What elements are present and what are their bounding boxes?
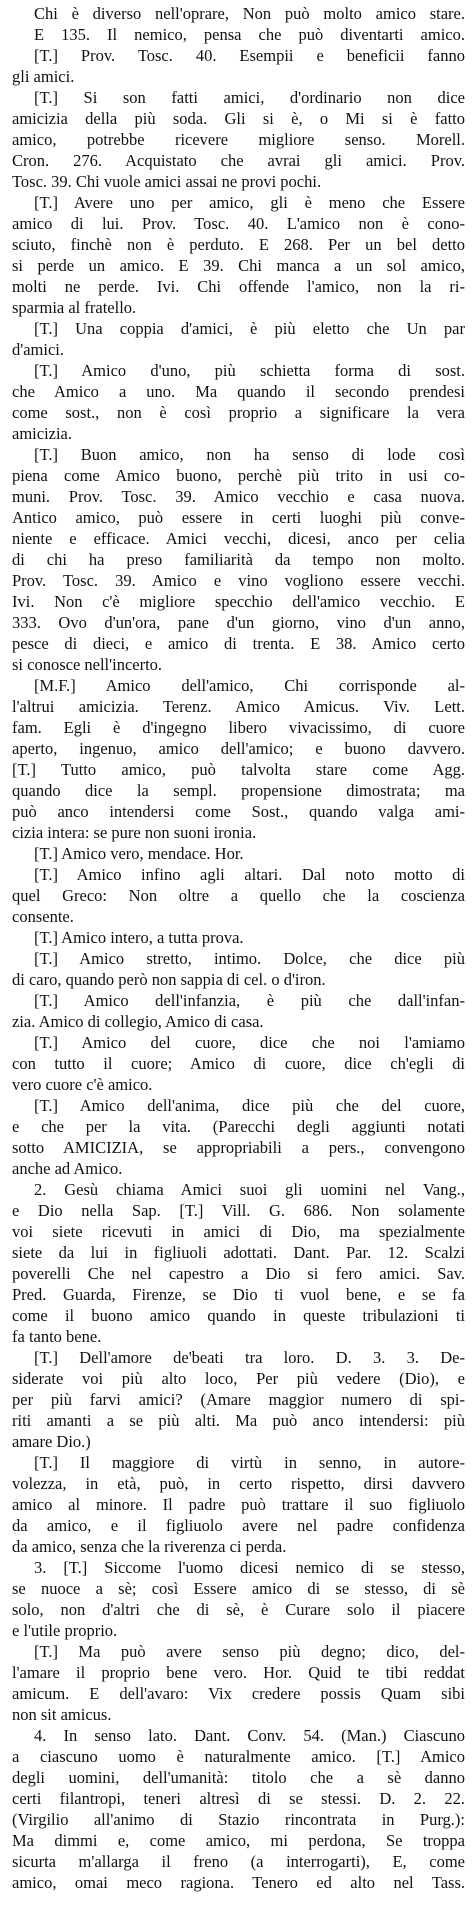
text-line: [T.] Prov. Tosc. 40. Esempii e beneficii fanno xyxy=(34,46,465,65)
text-line: sicurta m'allarga il freno (a interrogarti), E, come xyxy=(12,1852,465,1871)
text-line: [T.] Amico dell'anima, dice più che del cuore, xyxy=(34,1096,465,1115)
text-line: [T.] Amico stretto, intimo. Dolce, che dice più xyxy=(34,949,465,968)
text-line: fa tanto bene. xyxy=(12,1327,102,1346)
text-line: 3. [T.] Siccome l'uomo dicesi nemico di se stesso, xyxy=(34,1558,465,1577)
text-line: amicum. E dell'avaro: Vix credere possis Quam sibi xyxy=(12,1684,465,1703)
text-line: 4. In senso lato. Dant. Conv. 54. (Man.) Ciascuno xyxy=(34,1726,465,1745)
text-line: 333. Ovo d'un'ora, pane d'un giorno, vino d'un anno, xyxy=(12,613,465,632)
text-line: Ivi. Non c'è migliore specchio dell'amico vecchio. E xyxy=(12,592,465,611)
text-line: E 135. Il nemico, pensa che può diventarti amico. xyxy=(34,25,465,44)
text-line: voi siete ricevuti in amici di Dio, ma spezialmente xyxy=(12,1222,465,1241)
text-line: consente. xyxy=(12,907,74,926)
text-line: molti ne perde. Ivi. Chi offende l'amico, non la ri- xyxy=(12,277,465,296)
text-line: da amico, e il figliuolo avere nel padre confidenza xyxy=(12,1516,465,1535)
text-line: di caro, quando però non sappia di cel. o d'iron. xyxy=(12,970,326,989)
text-line: e che per la vita. (Parecchi degli aggiunti notati xyxy=(12,1117,465,1136)
text-line: [T.] Amico intero, a tutta prova. xyxy=(34,928,244,947)
text-line: si conosce nell'incerto. xyxy=(12,655,163,674)
text-line: amico al minore. Il padre può trattare il suo figliuolo xyxy=(12,1495,465,1514)
text-line: con tutto il cuore; Amico di cuore, dice ch'egli di xyxy=(12,1054,465,1073)
text-line: amicizia della più soda. Gli si è, o Mi si è fatto xyxy=(12,109,465,128)
text-line: (Virgilio all'animo di Stazio rincontrata in Purg.): xyxy=(12,1810,465,1829)
text-line: l'amare il proprio bene vero. Hor. Quid te tibi reddat xyxy=(12,1663,465,1682)
text-line: quel Greco: Non oltre a quello che la coscienza xyxy=(12,886,465,905)
text-line: amico, potrebbe ricevere migliore senso. Morell. xyxy=(12,130,465,149)
text-line: [T.] Buon amico, non ha senso di lode così xyxy=(34,445,465,464)
text-line: quando dice la sempl. propensione dimostrata; ma xyxy=(12,781,465,800)
text-line: [M.F.] Amico dell'amico, Chi corrisponde al- xyxy=(34,676,465,695)
text-line: che Amico a uno. Ma quando il secondo prendesi xyxy=(12,382,465,401)
text-line: amico di lui. Prov. Tosc. 40. L'amico non è cono- xyxy=(12,214,465,233)
text-line: [T.] Amico vero, mendace. Hor. xyxy=(34,844,244,863)
text-line: zia. Amico di collegio, Amico di casa. xyxy=(12,1012,264,1031)
text-line: [T.] Il maggiore di virtù in senno, in autore- xyxy=(34,1453,465,1472)
text-line: Chi è diverso nell'oprare, Non può molto amico stare. xyxy=(34,4,465,23)
text-line: Cron. 276. Acquistato che avrai gli amici. Prov. xyxy=(12,151,465,170)
text-line: fam. Egli è d'ingegno libero vivacissimo, di cuore xyxy=(12,718,465,737)
text-line: può anco intendersi come Sost., quando valga ami- xyxy=(12,802,465,821)
text-line: riti amanti a se più alti. Ma può anco intendersi: più xyxy=(12,1411,465,1430)
text-line: sciuto, finchè non è perduto. E 268. Per un bel detto xyxy=(12,235,465,254)
text-line: [T.] Amico dell'infanzia, è più che dall'infan- xyxy=(34,991,465,1010)
text-line: Tosc. 39. Chi vuole amici assai ne provi pochi. xyxy=(12,172,322,191)
text-line: [T.] Amico del cuore, dice che noi l'amiamo xyxy=(34,1033,465,1052)
text-line: amico, omai meco ragiona. Tenero ed alto nel Tass. xyxy=(12,1873,465,1892)
text-line: sparmia al fratello. xyxy=(12,298,137,317)
text-line: come sost., non è così proprio a significare la vera xyxy=(12,403,465,422)
text-line: Ma dimmi e, come amico, mi perdona, Se troppa xyxy=(12,1831,465,1850)
text-line: [T.] Amico infino agli altari. Dal noto motto di xyxy=(34,865,465,884)
text-line: [T.] Una coppia d'amici, è più eletto che Un par xyxy=(34,319,465,338)
text-line: come il buono amico quando in queste tribulazioni ti xyxy=(12,1306,465,1325)
text-line: Prov. Tosc. 39. Amico e vino vogliono essere vecchi. xyxy=(12,571,465,590)
text-line: pesce di dieci, e amico di trenta. E 38. Amico certo xyxy=(12,634,465,653)
text-line: siderate voi più alto loco, Per più vedere (Dio), e xyxy=(12,1369,465,1388)
text-line: muni. Prov. Tosc. 39. Amico vecchio e casa nuova. xyxy=(12,487,465,506)
text-line: [T.] Tutto amico, può talvolta stare come Agg. xyxy=(12,760,465,779)
text-line: [T.] Avere uno per amico, gli è meno che Essere xyxy=(34,193,465,212)
text-line: [T.] Amico d'uno, più schietta forma di sost. xyxy=(34,361,465,380)
text-line: cizia intera: se pure non suoni ironia. xyxy=(12,823,257,842)
text-line: poverelli Che nel capestro a Dio si fero amici. Sav. xyxy=(12,1264,465,1283)
text-line: e Dio nella Sap. [T.] Vill. G. 686. Non solamente xyxy=(12,1201,465,1220)
text-line: [T.] Si son fatti amici, d'ordinario non dice xyxy=(34,88,465,107)
text-line: Pred. Guarda, Firenze, se Dio ti vuol bene, e se fa xyxy=(12,1285,465,1304)
text-line: si perde un amico. E 39. Chi manca a un sol amico, xyxy=(12,256,465,275)
text-line: d'amici. xyxy=(12,340,64,359)
text-line: Antico amico, può essere in certi luoghi più conve- xyxy=(12,508,465,527)
text-line: anche ad Amico. xyxy=(12,1159,123,1178)
text-line: aperto, ingenuo, amico dell'amico; e buono davvero. xyxy=(12,739,465,758)
text-line: siete da lui in figliuoli adottati. Dant. Par. 12. Scalzi xyxy=(12,1243,465,1262)
text-line: sotto AMICIZIA, se appropriabili a pers., convengono xyxy=(12,1138,465,1157)
text-line: niente e efficace. Amici vecchi, dicesi, anco per celia xyxy=(12,529,465,548)
text-line: certi filantropi, teneri altresì di se stessi. D. 2. 22. xyxy=(12,1789,465,1808)
text-line: [T.] Ma può avere senso più degno; dico, del- xyxy=(34,1642,465,1661)
text-line: vero cuore c'è amico. xyxy=(12,1075,153,1094)
text-line: degli uomini, dell'umanità: titolo che a sè danno xyxy=(12,1768,465,1787)
text-line: amicizia. xyxy=(12,424,73,443)
text-line: piena come Amico buono, perchè più trito in usi co- xyxy=(12,466,465,485)
text-line: solo, non d'altri che di sè, è Curare solo il piacere xyxy=(12,1600,465,1619)
text-line: amare Dio.) xyxy=(12,1432,91,1451)
text-line: da amico, senza che la riverenza ci perda. xyxy=(12,1537,287,1556)
text-line: a ciascuno uomo è naturalmente amico. [T.] Amico xyxy=(12,1747,465,1766)
text-line: e l'utile proprio. xyxy=(12,1621,118,1640)
text-line: per più farvi amici? (Amare maggior numero di spi- xyxy=(12,1390,465,1409)
text-line: volezza, in età, può, in certo rispetto, dirsi davvero xyxy=(12,1474,465,1493)
text-line: gli amici. xyxy=(12,67,75,86)
text-line: se nuoce a sè; così Essere amico di se stesso, di sè xyxy=(12,1579,465,1598)
text-line: non sit amicus. xyxy=(12,1705,112,1724)
text-line: [T.] Dell'amore de'beati tra loro. D. 3. 3. De- xyxy=(34,1348,465,1367)
text-line: 2. Gesù chiama Amici suoi gli uomini nel Vang., xyxy=(34,1180,465,1199)
text-line: di chi ha preso familiarità da tempo non molto. xyxy=(12,550,465,569)
text-line: l'altrui amicizia. Terenz. Amico Amicus. Viv. Lett. xyxy=(12,697,465,716)
